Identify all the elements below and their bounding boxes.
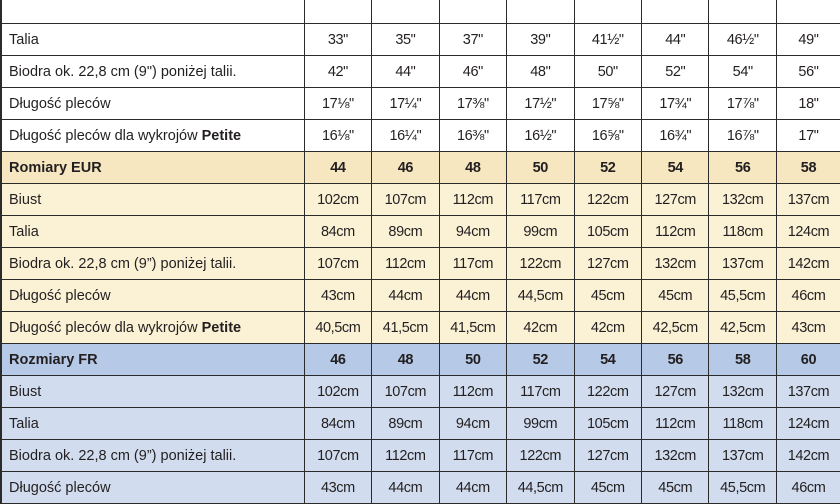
row-label-text: Biust — [9, 191, 42, 208]
size-header-cell — [642, 344, 709, 376]
measurement-cell — [709, 56, 776, 88]
table-row — [1, 216, 840, 248]
size-header-cell-text: 52 — [600, 159, 616, 176]
table-row — [1, 120, 840, 152]
measurement-cell-text: 16⅛" — [322, 127, 354, 144]
measurement-cell-text: 84cm — [320, 223, 355, 240]
measurement-cell — [304, 312, 371, 344]
measurement-cell-text: 46cm — [791, 287, 826, 304]
measurement-cell — [439, 248, 506, 280]
measurement-cell — [776, 56, 840, 88]
size-header-cell — [304, 152, 371, 184]
measurement-cell-text: 45cm — [590, 287, 625, 304]
measurement-cell — [439, 280, 506, 312]
measurement-cell — [507, 56, 574, 88]
measurement-cell — [642, 56, 709, 88]
measurement-cell — [574, 472, 641, 504]
measurement-cell-text: 142cm — [787, 255, 830, 272]
measurement-cell-text: 44cm — [388, 287, 423, 304]
measurement-cell — [642, 472, 709, 504]
row-label — [1, 56, 304, 88]
size-header-cell — [304, 344, 371, 376]
measurement-cell-text: 112cm — [385, 447, 426, 464]
measurement-cell — [304, 24, 371, 56]
row-label-text: Długość pleców — [9, 479, 111, 496]
measurement-cell-text: 43cm — [320, 479, 355, 496]
size-chart-body — [1, 0, 840, 504]
measurement-cell — [304, 216, 371, 248]
size-header-cell-text: 44 — [330, 159, 346, 176]
measurement-cell — [709, 312, 776, 344]
row-label — [1, 440, 304, 472]
measurement-cell — [507, 312, 574, 344]
measurement-cell — [642, 408, 709, 440]
size-header-cell-text: 60 — [800, 351, 817, 368]
row-label — [1, 0, 304, 24]
measurement-cell-text: 17¼" — [389, 95, 422, 112]
measurement-cell-text: 112cm — [452, 383, 494, 400]
measurement-cell — [709, 216, 776, 248]
measurement-cell-text: 17⅝" — [591, 95, 624, 112]
measurement-cell — [507, 376, 574, 408]
table-row — [1, 24, 840, 56]
row-label — [1, 312, 304, 344]
measurement-cell-text: 42,5cm — [652, 319, 698, 336]
measurement-cell — [709, 0, 776, 24]
row-label — [1, 24, 304, 56]
measurement-cell-text: 40,5cm — [315, 319, 361, 336]
measurement-cell-text: 102cm — [317, 383, 359, 400]
measurement-cell-text: 118cm — [722, 223, 763, 240]
measurement-cell-text: 39" — [530, 31, 551, 48]
measurement-cell — [709, 408, 776, 440]
measurement-cell-text: 43cm — [320, 287, 355, 304]
measurement-cell-text: 122cm — [587, 191, 629, 208]
measurement-cell-text: 49" — [798, 31, 819, 48]
measurement-cell — [574, 376, 641, 408]
table-row — [1, 312, 840, 344]
measurement-cell-text: 42,5cm — [720, 319, 766, 336]
measurement-cell-text: 54" — [732, 63, 753, 80]
measurement-cell-text: 16¾" — [659, 127, 692, 144]
measurement-cell — [574, 56, 641, 88]
measurement-cell — [507, 120, 574, 152]
table-row — [1, 440, 840, 472]
measurement-cell-text: 17¾" — [659, 95, 692, 112]
measurement-cell — [507, 440, 574, 472]
measurement-cell — [709, 24, 776, 56]
measurement-cell-text: 142cm — [787, 447, 830, 464]
measurement-cell-text: 46" — [462, 63, 483, 80]
measurement-cell — [439, 120, 506, 152]
measurement-cell — [304, 56, 371, 88]
measurement-cell — [439, 184, 506, 216]
row-label-text: Talia — [9, 31, 39, 48]
measurement-cell-text: 127cm — [654, 383, 696, 400]
table-row — [1, 184, 840, 216]
row-label-text: Biust — [9, 383, 42, 400]
measurement-cell-text: 41½" — [591, 31, 624, 48]
table-row — [1, 376, 840, 408]
measurement-cell-text: 18" — [798, 95, 819, 112]
measurement-cell — [574, 24, 641, 56]
table-row — [1, 472, 840, 504]
measurement-cell-text: 132cm — [654, 447, 696, 464]
measurement-cell — [776, 472, 840, 504]
size-header-cell-text: 56 — [667, 351, 683, 368]
section-title-text: Rozmiary FR — [9, 351, 98, 368]
size-header-cell-text: 58 — [800, 159, 817, 176]
measurement-cell — [507, 24, 574, 56]
measurement-cell — [574, 88, 641, 120]
measurement-cell-text: 37" — [462, 31, 483, 48]
measurement-cell — [372, 312, 439, 344]
measurement-cell — [574, 280, 641, 312]
measurement-cell-text: 117cm — [520, 191, 561, 208]
measurement-cell — [439, 312, 506, 344]
measurement-cell-text: 137cm — [787, 383, 830, 400]
measurement-cell — [439, 216, 506, 248]
measurement-cell — [574, 0, 641, 24]
size-header-cell-text: 50 — [465, 351, 481, 368]
measurement-cell — [304, 88, 371, 120]
measurement-cell — [304, 472, 371, 504]
measurement-cell-text: 124cm — [787, 415, 830, 432]
measurement-cell-text: 117cm — [520, 383, 561, 400]
measurement-cell — [776, 408, 840, 440]
measurement-cell-text: 45cm — [590, 479, 625, 496]
measurement-cell-text: 45cm — [658, 287, 693, 304]
size-header-cell-text: 46 — [397, 159, 414, 176]
measurement-cell — [776, 248, 840, 280]
size-header-cell — [642, 152, 709, 184]
size-header-cell — [574, 344, 641, 376]
measurement-cell-text: 137cm — [721, 255, 764, 272]
measurement-cell-text: 137cm — [721, 447, 764, 464]
measurement-cell — [372, 184, 439, 216]
measurement-cell — [776, 184, 840, 216]
measurement-cell-text: 41,5cm — [382, 319, 428, 336]
section-title-text: Romiary EUR — [9, 159, 102, 176]
measurement-cell — [439, 56, 506, 88]
measurement-cell-text: 56" — [798, 63, 819, 80]
measurement-cell — [776, 88, 840, 120]
measurement-cell — [439, 376, 506, 408]
measurement-cell-text: 102cm — [317, 191, 359, 208]
row-label — [1, 120, 304, 152]
row-label-text: Talia — [9, 415, 39, 432]
size-header-cell — [439, 152, 506, 184]
measurement-cell — [776, 312, 840, 344]
measurement-cell — [439, 408, 506, 440]
measurement-cell — [574, 248, 641, 280]
row-label-text: Długość pleców dla wykrojów — [9, 319, 202, 336]
measurement-cell-text: 16⅜" — [456, 127, 489, 144]
measurement-cell-text: 99cm — [523, 415, 558, 432]
measurement-cell — [507, 88, 574, 120]
row-label — [1, 88, 304, 120]
measurement-cell-text: 107cm — [317, 255, 359, 272]
size-header-cell — [574, 152, 641, 184]
measurement-cell-text: 42cm — [590, 319, 625, 336]
measurement-cell — [372, 216, 439, 248]
measurement-cell — [574, 408, 641, 440]
measurement-cell-text: 94cm — [455, 415, 490, 432]
measurement-cell-text: 107cm — [384, 191, 427, 208]
measurement-cell — [439, 0, 506, 24]
row-label-text: Biodra ok. 22,8 cm (9") poniżej talii. — [9, 63, 237, 80]
measurement-cell — [709, 280, 776, 312]
measurement-cell — [642, 216, 709, 248]
measurement-cell-text: 107cm — [317, 447, 359, 464]
measurement-cell-text: 112cm — [385, 255, 426, 272]
measurement-cell — [642, 280, 709, 312]
measurement-cell — [642, 120, 709, 152]
row-label — [1, 184, 304, 216]
measurement-cell — [372, 472, 439, 504]
measurement-cell — [642, 376, 709, 408]
measurement-cell-text: 122cm — [519, 447, 562, 464]
table-row — [1, 0, 840, 24]
measurement-cell — [776, 440, 840, 472]
size-header-cell — [709, 152, 776, 184]
measurement-cell-text: 44cm — [455, 287, 490, 304]
measurement-cell-text: 99cm — [523, 223, 558, 240]
size-header-cell-text: 54 — [600, 351, 616, 368]
section-header-row-eur — [1, 152, 840, 184]
measurement-cell — [304, 440, 371, 472]
measurement-cell — [304, 408, 371, 440]
measurement-cell-text: 44" — [395, 63, 416, 80]
measurement-cell-text: 16⅞" — [726, 127, 759, 144]
row-label — [1, 248, 304, 280]
measurement-cell — [372, 248, 439, 280]
measurement-cell — [372, 440, 439, 472]
size-header-cell-text: 48 — [465, 159, 481, 176]
measurement-cell — [507, 408, 574, 440]
measurement-cell-text: 112cm — [655, 415, 696, 432]
measurement-cell-text: 46½" — [726, 31, 759, 48]
size-header-cell-text: 54 — [667, 159, 683, 176]
measurement-cell — [642, 312, 709, 344]
size-header-cell — [372, 152, 439, 184]
measurement-cell-text: 89cm — [388, 223, 423, 240]
row-label — [1, 472, 304, 504]
measurement-cell — [507, 280, 574, 312]
measurement-cell-text: 84cm — [320, 415, 355, 432]
measurement-cell-text: 127cm — [587, 255, 629, 272]
measurement-cell — [439, 88, 506, 120]
measurement-cell — [304, 280, 371, 312]
table-row — [1, 280, 840, 312]
measurement-cell-text: 17⅞" — [726, 95, 759, 112]
size-header-cell — [776, 344, 840, 376]
table-row — [1, 408, 840, 440]
measurement-cell — [372, 0, 439, 24]
measurement-cell — [574, 184, 641, 216]
measurement-cell — [709, 88, 776, 120]
measurement-cell — [507, 216, 574, 248]
measurement-cell-text: 44,5cm — [517, 287, 563, 304]
measurement-cell-text: 105cm — [587, 415, 629, 432]
measurement-cell-text: 44,5cm — [517, 479, 563, 496]
measurement-cell — [304, 248, 371, 280]
measurement-cell-text: 16¼" — [389, 127, 422, 144]
size-header-cell — [507, 152, 574, 184]
measurement-cell — [709, 120, 776, 152]
row-label-text: Biodra ok. 22,8 cm (9”) poniżej talii. — [9, 255, 237, 272]
measurement-cell — [439, 24, 506, 56]
size-header-cell — [439, 344, 506, 376]
measurement-cell-text: 127cm — [654, 191, 696, 208]
row-label-text: Długość pleców dla wykrojów — [9, 127, 202, 144]
measurement-cell-text: 105cm — [587, 223, 629, 240]
measurement-cell — [372, 56, 439, 88]
size-header-cell — [709, 344, 776, 376]
measurement-cell — [776, 120, 840, 152]
measurement-cell — [642, 88, 709, 120]
row-label — [1, 280, 304, 312]
size-header-cell-text: 48 — [397, 351, 414, 368]
size-header-cell — [776, 152, 840, 184]
measurement-cell — [507, 184, 574, 216]
measurement-cell-text: 50" — [597, 63, 618, 80]
measurement-cell — [642, 24, 709, 56]
measurement-cell-text: 48" — [530, 63, 551, 80]
row-label — [1, 376, 304, 408]
size-header-cell-text: 52 — [532, 351, 548, 368]
row-label-emphasis: Petite — [201, 127, 242, 144]
measurement-cell-text: 127cm — [587, 447, 629, 464]
measurement-cell — [709, 376, 776, 408]
row-label — [1, 408, 304, 440]
measurement-cell-text: 132cm — [654, 255, 696, 272]
measurement-cell — [776, 0, 840, 24]
measurement-cell — [439, 472, 506, 504]
measurement-cell — [642, 184, 709, 216]
measurement-cell-text: 41,5cm — [450, 319, 496, 336]
size-header-cell-text: 58 — [735, 351, 751, 368]
measurement-cell — [642, 248, 709, 280]
measurement-cell — [574, 120, 641, 152]
row-label-emphasis: Petite — [201, 319, 242, 336]
measurement-cell-text: 17⅜" — [456, 95, 489, 112]
measurement-cell — [642, 0, 709, 24]
table-row — [1, 88, 840, 120]
measurement-cell-text: 132cm — [721, 191, 764, 208]
measurement-cell — [709, 184, 776, 216]
measurement-cell — [439, 440, 506, 472]
measurement-cell — [304, 120, 371, 152]
measurement-cell — [372, 408, 439, 440]
measurement-cell-text: 45,5cm — [720, 287, 766, 304]
row-label-text: Talia — [9, 223, 39, 240]
measurement-cell — [372, 376, 439, 408]
measurement-cell-text: 45cm — [658, 479, 693, 496]
measurement-cell — [709, 248, 776, 280]
row-label-text: Długość pleców — [9, 287, 111, 304]
measurement-cell — [776, 24, 840, 56]
measurement-cell-text: 122cm — [587, 383, 629, 400]
measurement-cell-text: 112cm — [452, 191, 494, 208]
section-header-row-fr — [1, 344, 840, 376]
measurement-cell — [574, 216, 641, 248]
measurement-cell-text: 44cm — [455, 479, 490, 496]
measurement-cell — [642, 440, 709, 472]
measurement-cell — [574, 440, 641, 472]
measurement-cell — [372, 120, 439, 152]
measurement-cell — [304, 376, 371, 408]
measurement-cell-text: 42cm — [523, 319, 558, 336]
measurement-cell-text: 122cm — [519, 255, 562, 272]
measurement-cell-text: 89cm — [388, 415, 423, 432]
measurement-cell — [507, 0, 574, 24]
measurement-cell-text: 17" — [798, 127, 819, 144]
measurement-cell-text: 117cm — [452, 255, 494, 272]
measurement-cell-text: 35" — [395, 31, 416, 48]
measurement-cell — [304, 0, 371, 24]
row-label-text: Długość pleców — [9, 95, 111, 112]
measurement-cell-text: 94cm — [455, 223, 490, 240]
size-header-cell-text: 50 — [532, 159, 548, 176]
section-title — [1, 344, 304, 376]
measurement-cell-text: 124cm — [787, 223, 830, 240]
measurement-cell — [372, 24, 439, 56]
measurement-cell-text: 45,5cm — [720, 479, 766, 496]
section-title — [1, 152, 304, 184]
measurement-cell — [507, 248, 574, 280]
measurement-cell-text: 137cm — [787, 191, 830, 208]
measurement-cell-text: 112cm — [655, 223, 696, 240]
measurement-cell — [372, 280, 439, 312]
size-header-cell-text: 56 — [735, 159, 751, 176]
measurement-cell-text: 118cm — [722, 415, 763, 432]
measurement-cell-text: 52" — [665, 63, 686, 80]
measurement-cell-text: 17½" — [524, 95, 557, 112]
size-header-cell-text: 46 — [330, 351, 346, 368]
table-row — [1, 248, 840, 280]
measurement-cell — [776, 216, 840, 248]
measurement-cell — [372, 88, 439, 120]
row-label — [1, 216, 304, 248]
measurement-cell-text: 42" — [327, 63, 348, 80]
measurement-cell-text: 44cm — [388, 479, 423, 496]
size-header-cell — [507, 344, 574, 376]
measurement-cell — [507, 472, 574, 504]
table-row — [1, 56, 840, 88]
measurement-cell — [709, 440, 776, 472]
measurement-cell-text: 17⅛" — [322, 95, 354, 112]
measurement-cell-text: 16½" — [524, 127, 557, 144]
measurement-cell-text: 43cm — [791, 319, 826, 336]
measurement-cell — [709, 472, 776, 504]
measurement-cell-text: 46cm — [791, 479, 826, 496]
measurement-cell — [304, 184, 371, 216]
measurement-cell-text: 16⅝" — [591, 127, 624, 144]
measurement-cell-text: 107cm — [384, 383, 427, 400]
measurement-cell — [776, 376, 840, 408]
measurement-cell — [776, 280, 840, 312]
measurement-cell — [574, 312, 641, 344]
measurement-cell-text: 33" — [327, 31, 348, 48]
measurement-cell-text: 44" — [665, 31, 686, 48]
measurement-cell-text: 117cm — [452, 447, 494, 464]
measurement-cell-text: 132cm — [721, 383, 764, 400]
row-label-text: Biodra ok. 22,8 cm (9”) poniżej talii. — [9, 447, 237, 464]
size-header-cell — [372, 344, 439, 376]
